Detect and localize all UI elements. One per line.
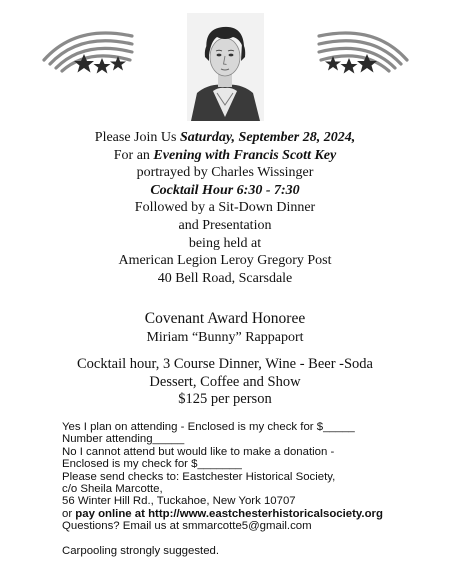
online-payment-link[interactable]: pay online at http://www.eastchesterhistoricalsociety.org <box>75 507 383 520</box>
rsvp-online-line <box>62 508 447 520</box>
carpool-note: Carpooling strongly suggested. <box>62 544 220 557</box>
event-title: Evening with Francis Scott Key <box>153 147 337 163</box>
rsvp-address-line: 56 Winter Hill Rd., Tuckahoe, New York 10707 <box>62 495 296 508</box>
ticket-price: $125 per person <box>178 391 272 407</box>
invite-prefix: Please Join Us <box>94 130 180 145</box>
menu-dessert-line: Dessert, Coffee and Show <box>149 373 301 390</box>
event-date: Saturday, September 28, 2024 <box>179 130 352 145</box>
event-title-line <box>0 147 450 165</box>
invite-date-line <box>0 129 450 147</box>
rsvp-contact-line: Questions? Email us at smmarcotte5@gmail.com <box>62 520 312 533</box>
honoree-title: Covenant Award Honoree <box>144 310 306 327</box>
venue-address: 40 Bell Road, Scarsdale <box>157 270 293 286</box>
rsvp-donation-line: No I cannot attend but would like to make a donation - <box>62 445 335 458</box>
rsvp-attending-line: Yes I plan on attending - Enclosed is my check for $_____ <box>62 421 355 433</box>
rsvp-care-of-line: c/o Sheila Marcotte, <box>62 483 163 496</box>
venue-intro-line: being held at <box>188 235 262 251</box>
performer-line: portrayed by Charles Wissinger <box>136 165 314 181</box>
honoree-name: Miriam “Bunny” Rappaport <box>146 330 304 345</box>
menu-section <box>0 356 450 409</box>
presentation-line: and Presentation <box>178 217 272 233</box>
menu-items-line: Cocktail hour, 3 Course Dinner, Wine - Beer -Soda <box>77 356 373 372</box>
rsvp-donation-check-line: Enclosed is my check for $_______ <box>62 458 242 471</box>
venue-name: American Legion Leroy Gregory Post <box>118 253 332 269</box>
dinner-line: Followed by a Sit-Down Dinner <box>134 200 316 216</box>
flag-stars-icon <box>40 20 136 76</box>
rsvp-section <box>62 421 447 557</box>
event-date-suffix: , <box>351 130 356 145</box>
honoree-section <box>0 309 450 347</box>
flag-stars-icon <box>315 20 411 76</box>
rsvp-number-line: Number attending_____ <box>62 433 185 446</box>
portrait-image <box>187 13 264 121</box>
invitation-details <box>0 129 450 287</box>
online-prefix: or <box>62 507 76 520</box>
cocktail-hour-line: Cocktail Hour 6:30 - 7:30 <box>150 182 300 198</box>
rsvp-payee-line: Please send checks to: Eastchester Historical Society, <box>62 470 336 483</box>
event-title-prefix: For an <box>113 147 154 163</box>
